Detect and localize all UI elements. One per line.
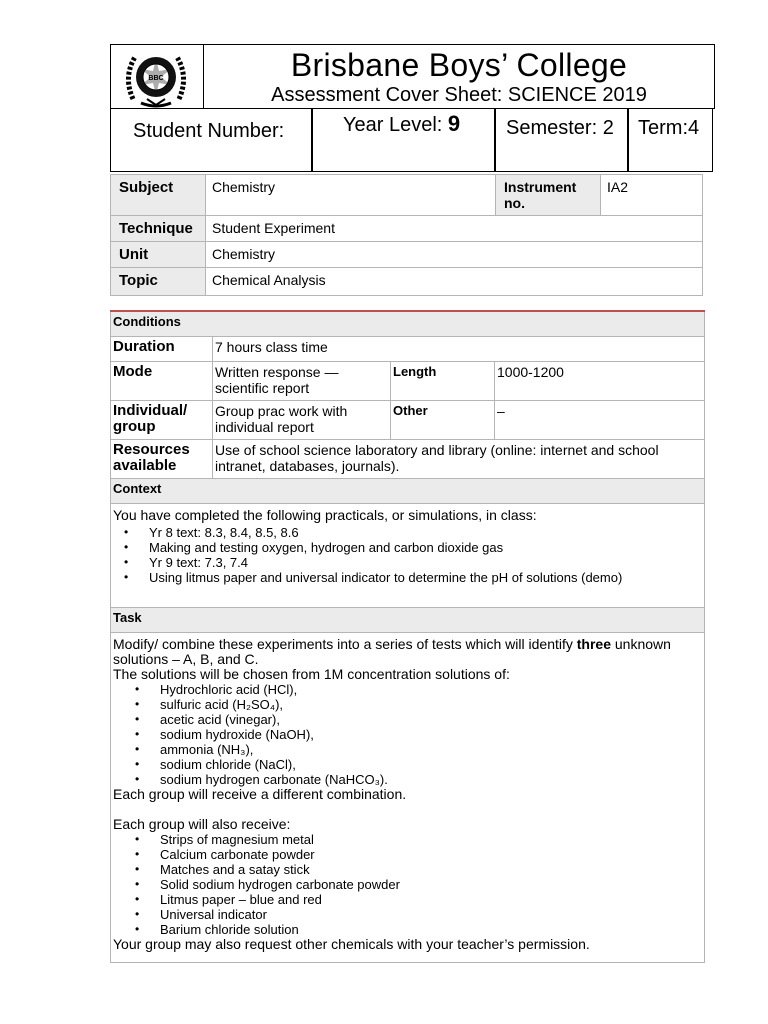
semester-cell — [495, 109, 628, 172]
resources-value: Use of school science laboratory and library (online: internet and school intranet, databases, journals). — [213, 439, 705, 478]
conditions-heading: Conditions — [111, 311, 705, 336]
list-item: • Yr 9 text: 7.3, 7.4 — [149, 555, 702, 570]
unit-value: Chemistry — [206, 242, 703, 268]
task-receive: Each group will also receive: — [113, 815, 291, 832]
student-number-cell — [110, 109, 312, 172]
semester-label: Semester: 2 — [506, 117, 614, 139]
instrument-value: IA2 — [601, 175, 703, 216]
task-request: Your group may also request other chemicals with your teacher’s permission. — [113, 935, 590, 952]
term-cell — [628, 109, 713, 172]
task-intro: Modify/ combine these experiments into a series of tests which will identify three unknown solutions – A, B, and C. — [113, 635, 671, 667]
cover-sheet-header — [110, 44, 715, 172]
list-item: • Hydrochloric acid (HCl), — [160, 682, 702, 697]
subject-table — [110, 174, 703, 296]
list-item: • Using litmus paper and universal indicator to determine the pH of solutions (demo) — [149, 570, 702, 585]
context-body — [111, 503, 705, 607]
task-combination: Each group will receive a different combination. — [113, 785, 407, 802]
individual-group-value: Group prac work with individual report — [213, 400, 391, 439]
sheet-subtitle: Assessment Cover Sheet: SCIENCE 2019 — [271, 84, 647, 106]
title-cell — [203, 44, 715, 109]
student-number-label: Student Number: — [133, 120, 285, 142]
list-item: • Barium chloride solution — [160, 922, 702, 937]
list-item: • Matches and a satay stick — [160, 862, 702, 877]
length-label: Length — [391, 361, 495, 400]
resources-label: Resources available — [111, 439, 213, 478]
mode-value: Written response — scientific report — [213, 361, 391, 400]
list-item: • Yr 8 text: 8.3, 8.4, 8.5, 8.6 — [149, 525, 702, 540]
list-item: • sulfuric acid (H₂SO₄), — [160, 697, 702, 712]
mode-label: Mode — [111, 361, 213, 400]
year-level-value: 9 — [447, 111, 461, 136]
term-label: Term:4 — [638, 117, 700, 139]
other-value: – — [495, 400, 705, 439]
list-item: • acetic acid (vinegar), — [160, 712, 702, 727]
list-item: • sodium hydrogen carbonate (NaHCO₃). — [160, 772, 702, 787]
school-crest-logo — [121, 47, 191, 111]
topic-label: Topic — [111, 268, 206, 296]
context-heading: Context — [111, 478, 705, 503]
task-heading: Task — [111, 607, 705, 632]
duration-label: Duration — [111, 336, 213, 361]
crest-cell — [110, 44, 203, 109]
materials-list — [160, 832, 702, 937]
technique-label: Technique — [111, 216, 206, 242]
year-level-cell — [312, 109, 495, 172]
task-chosen: The solutions will be chosen from 1M concentration solutions of: — [113, 665, 510, 682]
topic-value: Chemical Analysis — [206, 268, 703, 296]
length-value: 1000-1200 — [495, 361, 705, 400]
task-body — [111, 632, 705, 962]
list-item: • sodium hydroxide (NaOH), — [160, 727, 702, 742]
unit-label: Unit — [111, 242, 206, 268]
list-item: • Universal indicator — [160, 907, 702, 922]
list-item: • sodium chloride (NaCl), — [160, 757, 702, 772]
list-item: • Calcium carbonate powder — [160, 847, 702, 862]
list-item: • Strips of magnesium metal — [160, 832, 702, 847]
context-intro: You have completed the following practicals, or simulations, in class: — [113, 506, 537, 523]
list-item: • Solid sodium hydrogen carbonate powder — [160, 877, 702, 892]
subject-label: Subject — [111, 175, 206, 216]
instrument-label: Instrument no. — [496, 175, 601, 216]
subject-value: Chemistry — [206, 175, 496, 216]
context-list — [149, 525, 702, 585]
list-item: • Litmus paper – blue and red — [160, 892, 702, 907]
technique-value: Student Experiment — [206, 216, 703, 242]
list-item: • Making and testing oxygen, hydrogen and carbon dioxide gas — [149, 540, 702, 555]
list-item: • ammonia (NH₃), — [160, 742, 702, 757]
conditions-table — [110, 310, 705, 963]
school-name: Brisbane Boys’ College — [290, 47, 628, 83]
solutions-list — [160, 682, 702, 787]
individual-group-label: Individual/ group — [111, 400, 213, 439]
other-label: Other — [391, 400, 495, 439]
duration-value: 7 hours class time — [213, 336, 705, 361]
crest-text: BBC — [148, 75, 164, 82]
year-level-label: Year Level: 9 — [343, 111, 461, 136]
